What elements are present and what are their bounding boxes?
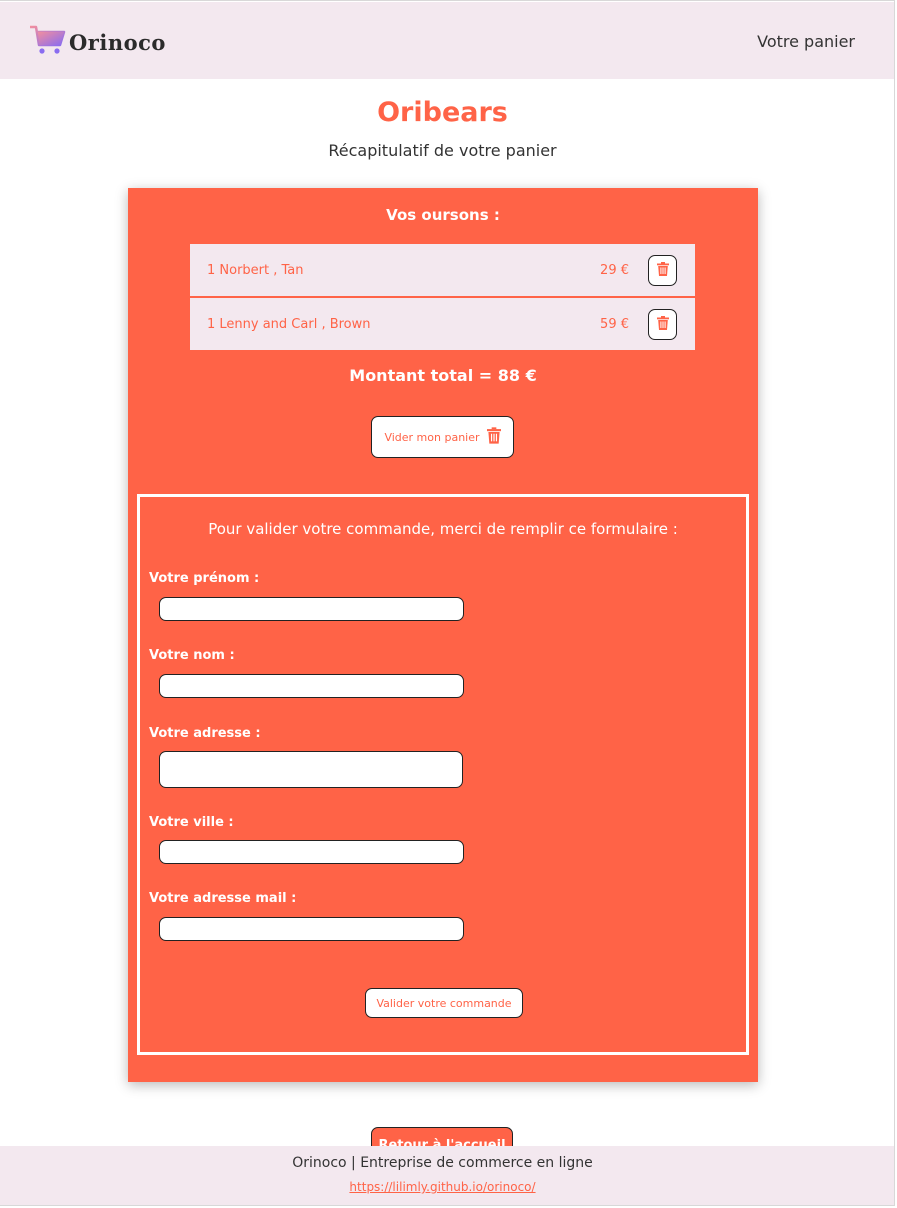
city-label: Votre ville : [149,815,234,830]
firstname-input[interactable] [159,597,464,621]
order-form [137,494,749,1055]
footer-text: Orinoco | Entreprise de commerce en ligne [292,1155,593,1171]
city-input[interactable] [159,840,464,864]
form-intro: Pour valider votre commande, merci de remplir ce formulaire : [208,520,678,538]
cart-item-name: 1 Lenny and Carl , Brown [207,316,371,332]
cart-items-list [190,244,695,350]
cart-item-price: 59 € [600,316,629,332]
clear-cart-button[interactable] [371,416,514,458]
lastname-input[interactable] [159,674,464,698]
cart-item [190,244,695,296]
submit-order-button[interactable]: Valider votre commande [365,988,523,1018]
firstname-label: Votre prénom : [149,571,260,586]
logo-text: Orinoco [69,29,166,55]
footer-link[interactable]: https://lilimly.github.io/orinoco/ [349,1180,536,1194]
email-input[interactable] [159,917,464,941]
lastname-label: Votre nom : [149,648,235,663]
trash-icon [657,262,669,280]
shopping-cart-icon [29,24,67,60]
cart-item-name: 1 Norbert , Tan [207,262,304,278]
logo-link[interactable] [29,24,166,60]
trash-icon [480,427,501,447]
cart-heading: Vos oursons : [386,206,500,224]
site-footer [0,1146,895,1206]
address-label: Votre adresse : [149,726,261,741]
address-textarea[interactable] [159,751,463,788]
trash-icon [657,316,669,334]
cart-card [128,188,758,1082]
cart-item [190,298,695,350]
site-header [0,2,895,79]
page-subtitle: Récapitulatif de votre panier [328,141,557,160]
cart-item-price: 29 € [600,262,629,278]
email-label: Votre adresse mail : [149,891,297,906]
page-title: Oribears [377,97,508,128]
clear-cart-label: Vider mon panier [384,430,480,444]
cart-nav-link[interactable]: Votre panier [757,32,855,51]
delete-item-button[interactable] [648,309,677,340]
delete-item-button[interactable] [648,255,677,286]
cart-total: Montant total = 88 € [349,366,537,385]
